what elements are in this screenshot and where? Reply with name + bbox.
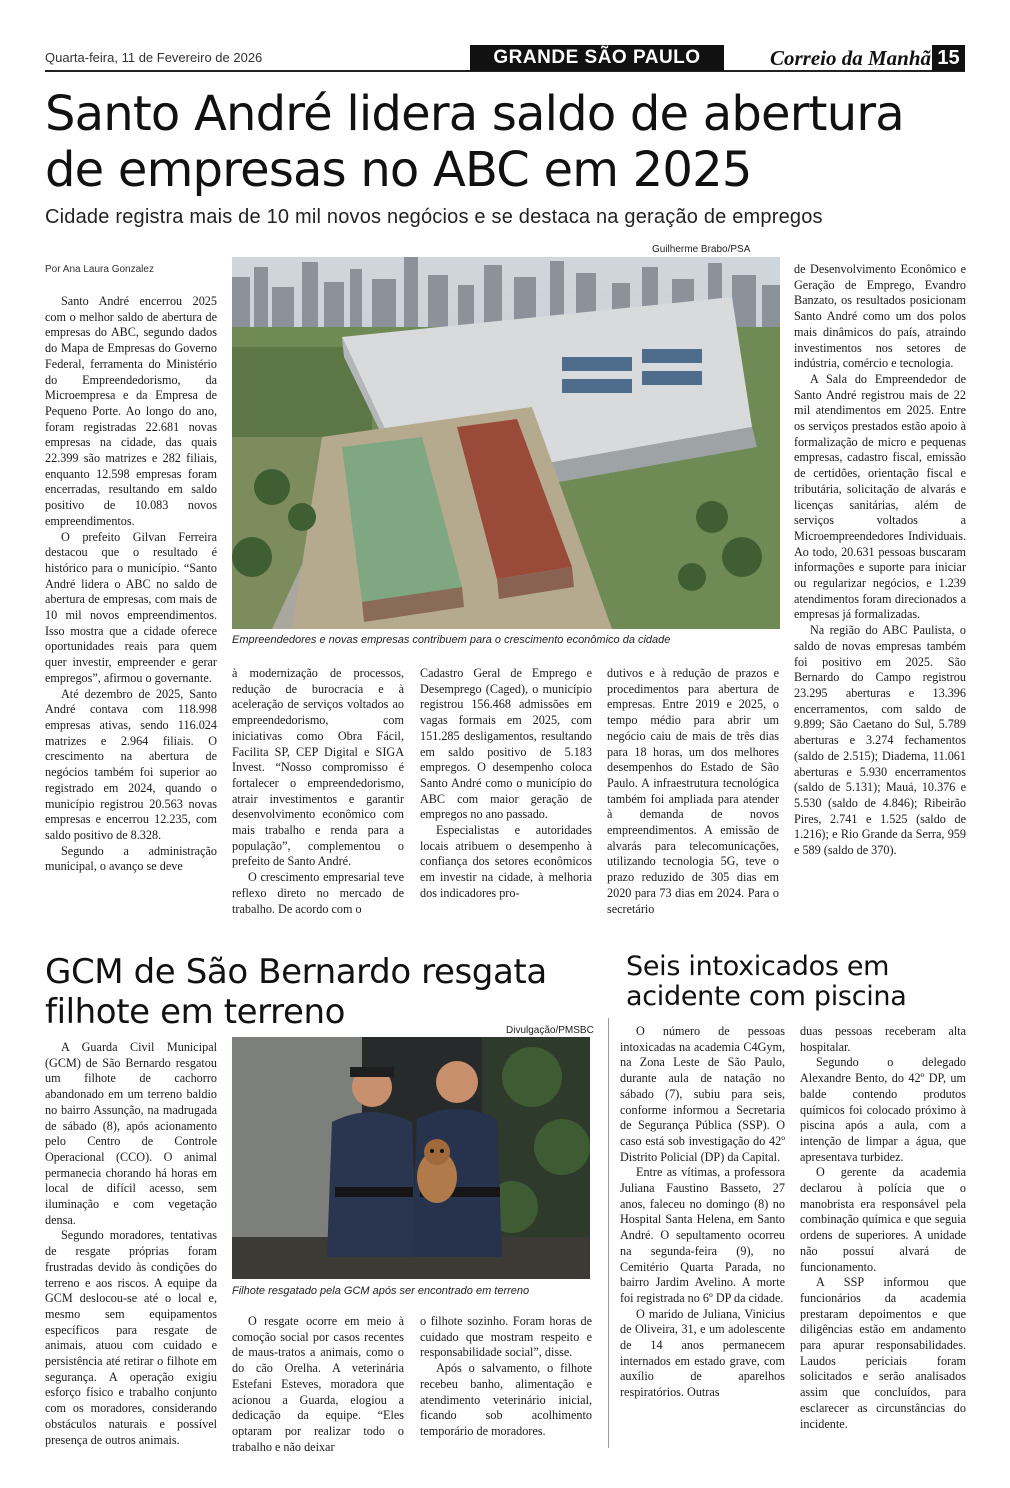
paragraph: Especialistas e autoridades locais atribuem o desempenho à confiança dos setores econômicos em investir na cidade, à melhoria dos indicadores pro- [420, 823, 592, 900]
edition-date: Quarta-feira, 11 de Fevereiro de 2026 [45, 50, 263, 65]
paragraph: Segundo o delegado Alexandre Bento, do 42º DP, um balde contendo produtos químicos foi colocado próximo à piscina após a aula, com a intenção de limpar a água, que apresentava turbidez. [800, 1055, 966, 1164]
paragraph: O prefeito Gilvan Ferreira destacou que o resultado é histórico para o município. “Santo André lidera o ABC no saldo de abertura de empresas, com mais de 10 mil novos empreendimentos. Isso mostra que a cidade oferece oportunidades reais para quem quer investir, empreender e gerar empregos”, afirmou o governante. [45, 529, 217, 685]
paragraph: dutivos e à redução de prazos e procedimentos para abertura de empresas. Entre 2019 e 2025, o tempo médio para abrir um negócio caiu de mais de três dias para 18 horas, um dos melhores desempenhos do Estado de São Paulo. A infraestrutura tecnológica também foi ampliada para atender à demanda de novos empreendimentos. A emissão de alvarás para telecomunicações, utilizando tecnologia 5G, teve o prazo reduzido de 305 dias em 2020 para 73 dias em 2024. Para o secretário [607, 666, 779, 916]
article1-column-3 [420, 666, 592, 902]
main-headline: Santo André lidera saldo de abertura de empresas no ABC em 2025 [45, 86, 904, 198]
photo-credit-2: Divulgação/PMSBC [506, 1025, 594, 1036]
paragraph: Até dezembro de 2025, Santo André contava com 118.998 empresas ativas, sendo 116.024 matrizes e 2.964 filiais. O crescimento na abertura de negócios também foi superior ao registrado em 2024, quando o município registrou 20.563 novas empresas e encerrou 12.235, com saldo positivo de 8.328. [45, 686, 217, 842]
article3-column-2 [800, 1024, 966, 1432]
column-divider [608, 1018, 609, 1448]
paragraph: Santo André encerrou 2025 com o melhor saldo de abertura de empresas do ABC, segundo dados do Mapa de Empresas do Governo Federal, ferramenta do Ministério do Empreendedorismo, da Microempresa e da Empresa de Pequeno Porte. Ao longo do ano, foram registradas 22.681 novas empresas na cidade, das quais 22.399 são matrizes e 282 filiais, enquanto 12.598 empresas foram encerradas, resultando em saldo positivo de 10.083 novos empreendimentos. [45, 294, 217, 528]
article2-column-2 [232, 1314, 404, 1455]
article2-column-3 [420, 1314, 592, 1440]
paragraph: A Guarda Civil Municipal (GCM) de São Bernardo resgatou um filhote de cachorro abandonado em um terreno baldio no bairro Assunção, na madrugada de sábado (8), após acionamento pelo Centro de Controle Operacional (CCO). O animal permanecia chorando há horas em local de difícil acesso, sem iluminação e com vegetação densa. [45, 1040, 217, 1227]
paragraph: o filhote sozinho. Foram horas de cuidado que mostram respeito e responsabilidade social”, disse. [420, 1314, 592, 1360]
paragraph: duas pessoas receberam alta hospitalar. [800, 1024, 966, 1054]
paragraph: de Desenvolvimento Econômico e Geração de Emprego, Evandro Banzato, os resultados posicionam Santo André como um dos polos mais dinâmicos do país, atraindo investimentos nos setores de indústria, comércio e tecnologia. [794, 262, 966, 371]
byline: Por Ana Laura Gonzalez [45, 264, 154, 275]
paragraph: O número de pessoas intoxicadas na academia C4Gym, na Zona Leste de São Paulo, durante aula de natação no sábado (7), subiu para seis, conforme informou a Secretaria de Segurança Pública (SSP). O caso está sob investigação do 42º Distrito Policial (DP) da Capital. [620, 1024, 785, 1164]
newspaper-logo: Correio da Manhã [770, 46, 932, 70]
article1-column-5 [794, 262, 966, 859]
paragraph: Cadastro Geral de Emprego e Desemprego (Caged), o município registrou 156.468 admissões em vagas formais em 2025, com 151.285 desligamentos, resultando em saldo positivo de 5.183 empregos. O desempenho coloca Santo André como o município do ABC com maior geração de empregos no ano passado. [420, 666, 592, 822]
article2-column-1 [45, 1040, 217, 1448]
photo-credit-1: Guilherme Brabo/PSA [652, 244, 751, 255]
article3-column-1 [620, 1024, 785, 1401]
photo-caption-2: Filhote resgatado pela GCM após ser encontrado em terreno [232, 1285, 530, 1297]
paragraph: O resgate ocorre em meio à comoção social por casos recentes de maus-tratos a animais, como o do cão Orelha. A veterinária Estefani Esteves, moradora que acionou a Guarda, elogiou a dedicação da equipe. “Eles optaram por realizar todo o trabalho e não deixar [232, 1314, 404, 1454]
photo-gcm-officers-puppy [232, 1037, 590, 1279]
paragraph: O crescimento empresarial teve reflexo direto no mercado de trabalho. De acordo com o [232, 870, 404, 916]
paragraph: A SSP informou que funcionários da academia prestaram depoimentos e que diligências estão em andamento para apurar responsabilidades. Laudos periciais foram solicitados e serão analisados assim que concluídos, para esclarecer as circunstâncias do incidente. [800, 1275, 966, 1431]
article1-column-2 [232, 666, 404, 917]
article2-headline: GCM de São Bernardo resgata filhote em terreno [45, 952, 547, 1032]
paragraph: Segundo a administração municipal, o avanço se deve [45, 843, 217, 874]
main-subheadline: Cidade registra mais de 10 mil novos negócios e se destaca na geração de empregos [45, 206, 823, 228]
paragraph: O gerente da academia declarou à polícia que o manobrista era responsável pela combinação química e que seguia ordens de superiores. A unidade não possuí alvará de funcionamento. [800, 1165, 966, 1274]
paragraph: Entre as vítimas, a professora Juliana Faustino Basseto, 27 anos, faleceu no domingo (8) no Hospital Santa Helena, em Santo André. O sepultamento ocorreu na segunda-feira (9), no Cemitério Quarta Parada, no bairro Jardim Avelino. A morte foi registrada no 6º DP da cidade. [620, 1165, 785, 1305]
section-label: GRANDE SÃO PAULO [470, 45, 724, 71]
paragraph: Na região do ABC Paulista, o saldo de novas empresas também foi positivo em 2025. São Bernardo do Campo registrou 23.295 aberturas e 13.396 encerramentos, com saldo de 9.899; São Caetano do Sul, 5.789 aberturas e 3.274 fechamentos (saldo de 2.515); Diadema, 11.061 aberturas e 5.930 encerramentos (saldo de 5.131); Mauá, 10.376 e 5.530 (saldo de 4.846); Ribeirão Pires, 2.741 e 1.525 (saldo de 1.216); e Rio Grande da Serra, 959 e 589 (saldo de 370). [794, 623, 966, 858]
article3-headline: Seis intoxicados em acidente com piscina [626, 951, 907, 1012]
paragraph: O marido de Juliana, Vinicius de Oliveira, 31, e um adolescente de 14 anos permanecem internados em estado grave, com auxílio de aparelhos respiratórios. Outras [620, 1306, 785, 1400]
article1-column-1 [45, 294, 217, 875]
paragraph: Após o salvamento, o filhote recebeu banho, alimentação e atendimento veterinário inicial, ficando sob acolhimento temporário de moradores. [420, 1361, 592, 1438]
photo-industrial-buildings [232, 257, 780, 629]
page-number: 15 [932, 45, 965, 71]
article1-column-4 [607, 666, 779, 917]
paragraph: A Sala do Empreendedor de Santo André registrou mais de 22 mil atendimentos em 2025. Entre os serviços prestados estão apoio à formalização de micro e pequenas empresas, cadastro fiscal, emissão de certidões, orientação fiscal e tributária, solicitação de alvarás e licenças sanitárias, além de serviços voltados a Microempreendedores Individuais. Ao todo, 20.631 pessoas buscaram informações e suporte para iniciar ou regularizar negócios, e 1.239 atendimentos foram direcionados a empresas já formalizadas. [794, 371, 966, 622]
paragraph: à modernização de processos, redução de burocracia e à aceleração de serviços voltados ao empreendedorismo, com iniciativas como Obra Fácil, Facilita SP, CEP Digital e SIGA Invest. “Nosso compromisso é fortalecer o empreendedorismo, atrair investimentos e garantir desenvolvimento econômico com mais trabalho e renda para a população”, complementou o prefeito de Santo André. [232, 666, 404, 869]
paragraph: Segundo moradores, tentativas de resgate próprias foram frustradas devido às condições do terreno e aos riscos. A equipe da GCM deslocou-se até o local e, mesmo sem equipamentos específicos para resgate de animais, atuou com cuidado e persistência até retirar o filhote em segurança. A operação exigiu esforço físico e trabalho conjunto com os moradores, considerando obstáculos naturais e possível presença de outros animais. [45, 1228, 217, 1447]
photo-caption-1: Empreendedores e novas empresas contribuem para o crescimento econômico da cidade [232, 634, 671, 646]
